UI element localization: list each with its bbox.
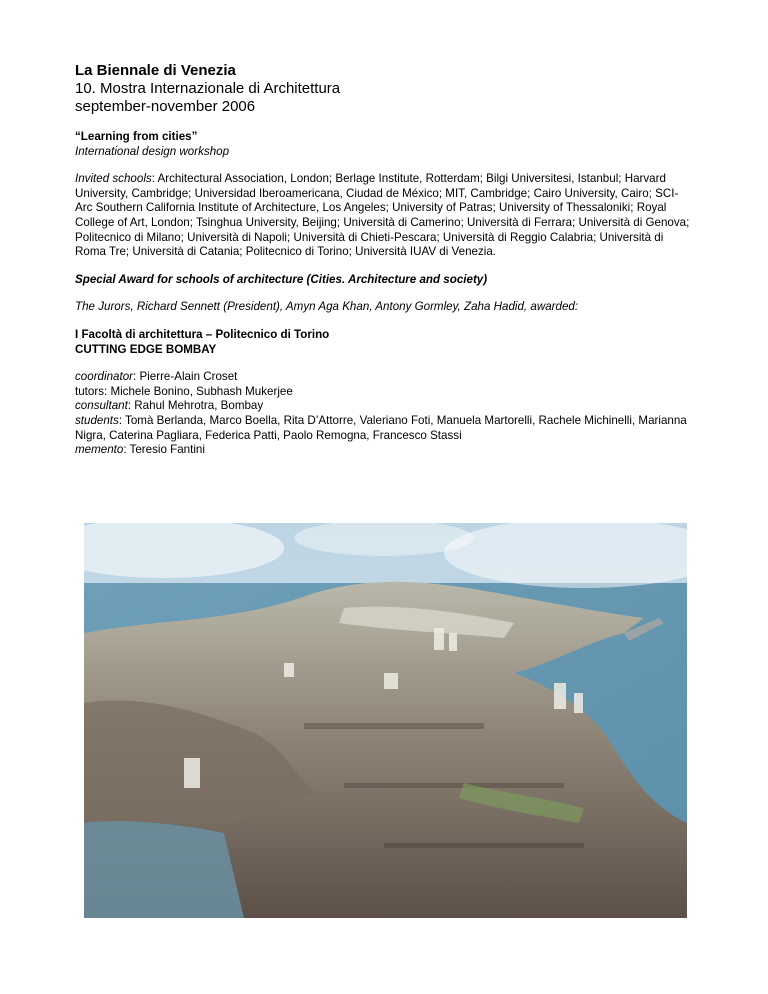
exhibition-title: 10. Mostra Internazionale di Architettura [75,80,341,97]
credits-block [75,370,690,458]
workshop-title: “Learning from cities” [75,130,198,143]
aerial-city-image [84,523,687,918]
invited-schools-label: Invited schools [75,172,152,186]
jurors-paragraph: The Jurors, Richard Sennett (President), Amyn Aga Khan, Antony Gormley, Zaha Hadid, awarded: [75,300,579,314]
winner-block [75,328,690,357]
aerial-photo-bombay [84,523,687,918]
invited-schools-list: : Architectural Association, London; Berlage Institute, Rotterdam; Bilgi Universitesi, Istanbul; Harvard University, Cambridge; Universidad Iberoamericana, Ciudad de México; MIT, Cambridge; Cairo University, Cairo; SCI-Arc Southern California Institute of Architecture, Los Angeles; University of Patras; University of Thessaloniki; Royal College of Art, London; Tsinghua University, Beijing; Università di Camerino; Università di Ferrara; Università di Genova; Politecnico di Milano; Università di Napoli; Università di Chieti-Pescara; Università di Reggio Calabria; Università di Roma Tre; Università di Catania; Politecnico di Torino; Università IUAV di Venezia. [75,172,690,259]
document-page [75,62,690,458]
memento-line: memento: Teresio Fantini [75,443,205,457]
consultant-line: consultant: Rahul Mehrotra, Bombay [75,399,264,413]
biennale-title: La Biennale di Venezia [75,62,236,79]
winner-project: CUTTING EDGE BOMBAY [75,342,217,356]
award-title: Special Award for schools of architecture (Cities. Architecture and society) [75,272,488,286]
workshop-block [75,130,690,159]
winner-faculty: I Facoltà di architettura – Politecnico di Torino [75,327,330,341]
tutors-line: tutors: Michele Bonino, Subhash Mukerjee [75,384,293,398]
invited-schools-paragraph [75,172,690,260]
exhibition-dates: september-november 2006 [75,98,256,115]
header [75,62,690,116]
workshop-subtitle: International design workshop [75,144,230,158]
coordinator-line: coordinator: Pierre-Alain Croset [75,370,238,384]
students-line: students: Tomà Berlanda, Marco Boella, Rita D’Attorre, Valeriano Foti, Manuela Martorelli, Rachele Michinelli, Marianna Nigra, Caterina Pagliara, Federica Patti, Paolo Remogna, Francesco Stassi [75,413,687,442]
